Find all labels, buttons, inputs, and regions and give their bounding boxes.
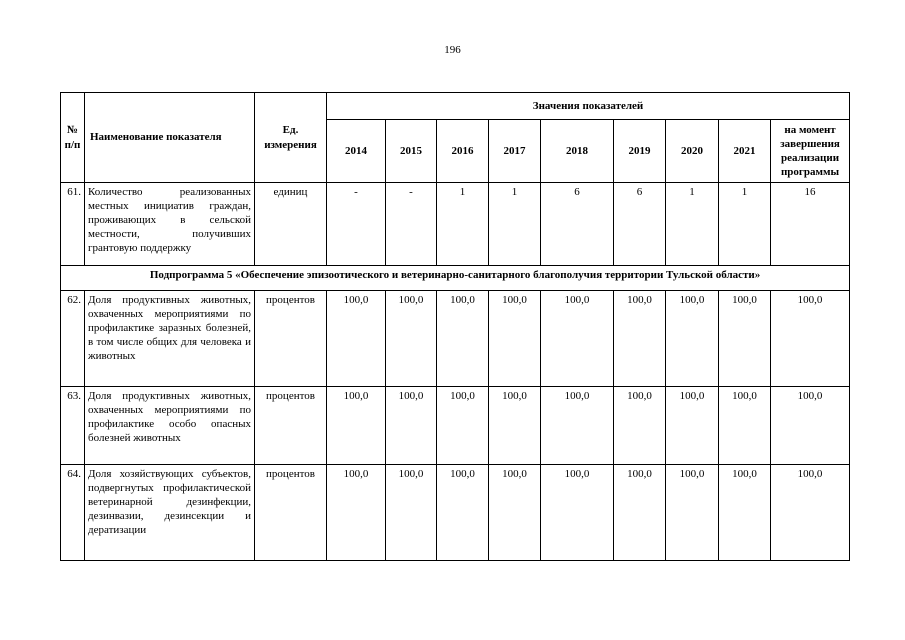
row-value: 100,0 xyxy=(541,465,614,561)
subprogram-row xyxy=(61,266,850,291)
header-year: 2015 xyxy=(386,120,437,183)
row-num: 64. xyxy=(61,465,85,561)
row-value: 100,0 xyxy=(386,291,437,387)
row-value: 100,0 xyxy=(541,387,614,465)
header-year: 2018 xyxy=(541,120,614,183)
row-value: 100,0 xyxy=(771,465,850,561)
row-value: - xyxy=(327,183,386,266)
row-value: 100,0 xyxy=(489,291,541,387)
row-value: 100,0 xyxy=(614,291,666,387)
header-year: 2021 xyxy=(719,120,771,183)
row-value: 100,0 xyxy=(719,387,771,465)
row-value: 100,0 xyxy=(771,291,850,387)
indicators-table xyxy=(60,92,850,561)
row-name: Доля продуктивных животных, охваченных мероприятиями по профилактике особо опасных болезней животных xyxy=(85,387,255,465)
subprogram-title: Подпрограмма 5 «Обеспечение эпизоотического и ветеринарно-санитарного благополучия территории Тульской области» xyxy=(61,266,850,291)
row-value: 100,0 xyxy=(386,465,437,561)
table-row xyxy=(61,465,850,561)
row-name: Доля продуктивных животных, охваченных мероприятиями по профилактике заразных болезней, в том числе общих для человека и животных xyxy=(85,291,255,387)
row-value: 6 xyxy=(541,183,614,266)
row-value: - xyxy=(386,183,437,266)
header-values-group: Значения показателей xyxy=(327,93,850,120)
table-row xyxy=(61,291,850,387)
row-value: 100,0 xyxy=(614,387,666,465)
row-value: 1 xyxy=(719,183,771,266)
row-value: 1 xyxy=(666,183,719,266)
row-name: Количество реализованных местных инициатив граждан, проживающих в сельской местности, получивших грантовую поддержку xyxy=(85,183,255,266)
row-value: 100,0 xyxy=(437,465,489,561)
header-year: 2017 xyxy=(489,120,541,183)
row-value: 16 xyxy=(771,183,850,266)
row-value: 100,0 xyxy=(489,465,541,561)
row-value: 100,0 xyxy=(437,291,489,387)
header-unit: Ед. измерения xyxy=(255,93,327,183)
header-num: № п/п xyxy=(61,93,85,183)
header-year: 2019 xyxy=(614,120,666,183)
header-final: на момент завершения реализации программы xyxy=(771,120,850,183)
row-value: 100,0 xyxy=(666,465,719,561)
row-value: 1 xyxy=(437,183,489,266)
row-value: 1 xyxy=(489,183,541,266)
row-unit: процентов xyxy=(255,465,327,561)
header-year: 2014 xyxy=(327,120,386,183)
table-row xyxy=(61,183,850,266)
row-value: 100,0 xyxy=(719,465,771,561)
row-value: 100,0 xyxy=(327,465,386,561)
row-name: Доля хозяйствующих субъектов, подвергнутых профилактической ветеринарной дезинфекции, дезинвазии, дезинсекции и дератизации xyxy=(85,465,255,561)
row-num: 63. xyxy=(61,387,85,465)
row-value: 100,0 xyxy=(489,387,541,465)
row-value: 100,0 xyxy=(771,387,850,465)
row-value: 100,0 xyxy=(614,465,666,561)
header-row-group xyxy=(61,93,850,120)
header-year: 2016 xyxy=(437,120,489,183)
header-year: 2020 xyxy=(666,120,719,183)
row-num: 61. xyxy=(61,183,85,266)
row-value: 100,0 xyxy=(327,387,386,465)
row-unit: процентов xyxy=(255,291,327,387)
row-value: 6 xyxy=(614,183,666,266)
row-value: 100,0 xyxy=(437,387,489,465)
table-row xyxy=(61,387,850,465)
row-value: 100,0 xyxy=(719,291,771,387)
row-unit: процентов xyxy=(255,387,327,465)
page-number: 196 xyxy=(444,44,461,56)
row-value: 100,0 xyxy=(541,291,614,387)
row-value: 100,0 xyxy=(327,291,386,387)
row-value: 100,0 xyxy=(666,387,719,465)
row-value: 100,0 xyxy=(666,291,719,387)
header-name: Наименование показателя xyxy=(85,93,255,183)
row-unit: единиц xyxy=(255,183,327,266)
row-value: 100,0 xyxy=(386,387,437,465)
row-num: 62. xyxy=(61,291,85,387)
